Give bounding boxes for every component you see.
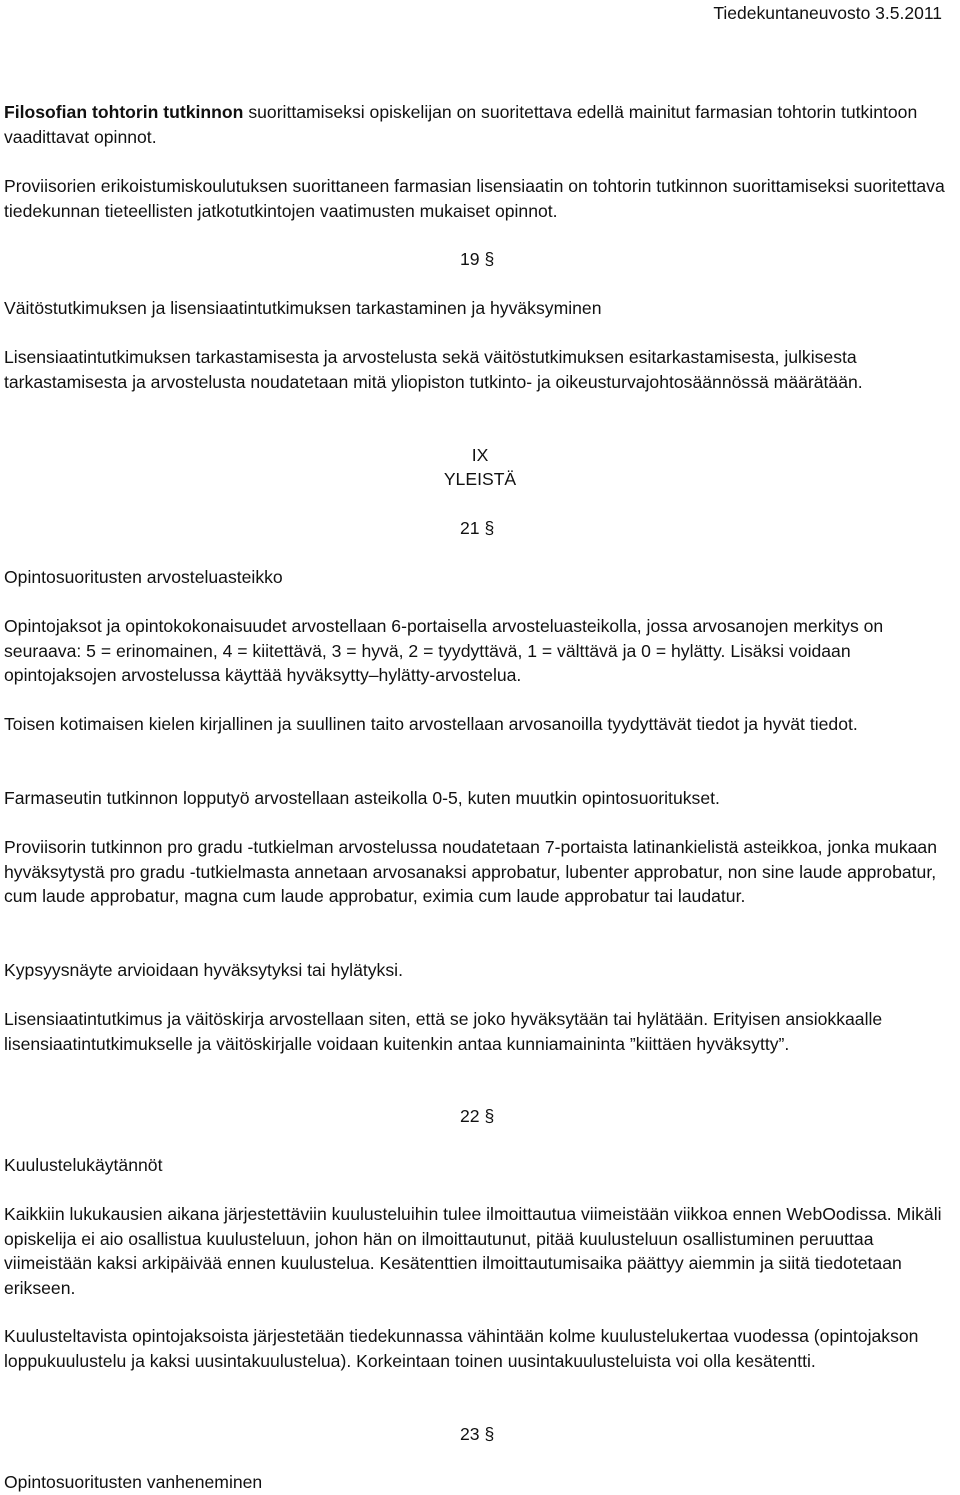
page-header: Tiedekuntaneuvosto 3.5.2011 [713,3,942,23]
paragraph-licentiate: Proviisorien erikoistumiskoulutuksen suorittaneen farmasian lisensiaatin on tohtorin tutkinnon suorittamiseksi suoritettava tiedekunnan tieteellisten jatkotutkintojen vaatimusten mukaiset opinnot. [4,176,945,221]
paragraph-maturity-test: Kypsyysnäyte arvioidaan hyväksytyksi tai hylätyksi. [4,960,403,980]
section-heading-19: Väitöstutkimuksen ja lisensiaatintutkimuksen tarkastaminen ja hyväksyminen [4,298,602,318]
section-number-19: 19 § [460,249,495,269]
section-heading-23: Opintosuoritusten vanheneminen [4,1472,263,1492]
paragraph-exam-frequency: Kuulusteltavista opintojaksoista järjestetään tiedekunnassa vähintään kolme kuulustelukertaa vuodessa (opintojakson loppukuulustelu ja kaksi uusintakuulustelua). Korkeintaan toinen uusintakuulusteluista voi olla kesätentti. [4,1326,919,1371]
paragraph-phd-studies [4,100,956,149]
chapter-number: IX [471,445,489,465]
paragraph-language-grading: Toisen kotimaisen kielen kirjallinen ja suullinen taito arvostellaan arvosanoilla tyydyttävät tiedot ja hyvät tiedot. [4,714,858,734]
paragraph-exam-registration: Kaikkiin lukukausien aikana järjestettäviin kuulusteluihin tulee ilmoittautua viimeistään viikkoa ennen WebOodissa. Mikäli opiskelija ei aio osallistua kuulusteluun, johon hän on ilmoittautunut, pitää kuulusteluun osallistuminen peruuttaa viimeistään kaksi arkipäivää ennen kuulustelua. Kesätenttien ilmoittautumisaika päättyy aiemmin ja siitä tiedotetaan erikseen. [4,1204,942,1298]
section-number-22: 22 § [460,1106,495,1126]
section-heading-21: Opintosuoritusten arvosteluasteikko [4,567,283,587]
section-number-21: 21 § [460,518,495,538]
paragraph-dissertation-grading: Lisensiaatintutkimus ja väitöskirja arvostellaan siten, että se joko hyväksytään tai hylätään. Erityisen ansiokkaalle lisensiaatintutkimukselle ja väitöskirjalle voidaan kuitenkin antaa kunniamaininta ”kiittäen hyväksytty”. [4,1009,883,1054]
section-heading-22: Kuulustelukäytännöt [4,1155,163,1175]
paragraph-pro-gradu: Proviisorin tutkinnon pro gradu -tutkielman arvostelussa noudatetaan 7-portaista latinankielistä asteikkoa, jonka mukaan hyväksytystä pro gradu -tutkielmasta annetaan arvosanaksi approbatur, lubenter approbatur, non sine laude approbatur, cum laude approbatur, magna cum laude approbatur, eximia cum laude approbatur tai laudatur. [4,837,937,906]
phd-studies-text: suorittamiseksi opiskelijan on suoritettava edellä mainitut farmasian tohtorin tutkintoon vaadittavat opinnot. [4,102,918,147]
chapter-title: YLEISTÄ [443,469,517,489]
paragraph-thesis-grading: Farmaseutin tutkinnon lopputyö arvostellaan asteikolla 0-5, kuten muutkin opintosuoritukset. [4,788,720,808]
paragraph-section-19: Lisensiaatintutkimuksen tarkastamisesta ja arvostelusta sekä väitöstutkimuksen esitarkastamisesta, julkisesta tarkastamisesta ja arvostelusta noudatetaan mitä yliopiston tutkinto- ja oikeusturvajohtosäännössä määrätään. [4,347,863,392]
paragraph-grading-scale: Opintojaksot ja opintokokonaisuudet arvostellaan 6-portaisella arvosteluasteikolla, jossa arvosanojen merkitys on seuraava: 5 = erinomainen, 4 = kiitettävä, 3 = hyvä, 2 = tyydyttävä, 1 = välttävä ja 0 = hylätty. Lisäksi voidaan opintojaksojen arvostelussa käyttää hyväksytty–hylätty-arvostelua. [4,616,884,685]
section-number-23: 23 § [460,1424,495,1444]
phd-degree-term: Filosofian tohtorin tutkinnon [4,102,244,122]
